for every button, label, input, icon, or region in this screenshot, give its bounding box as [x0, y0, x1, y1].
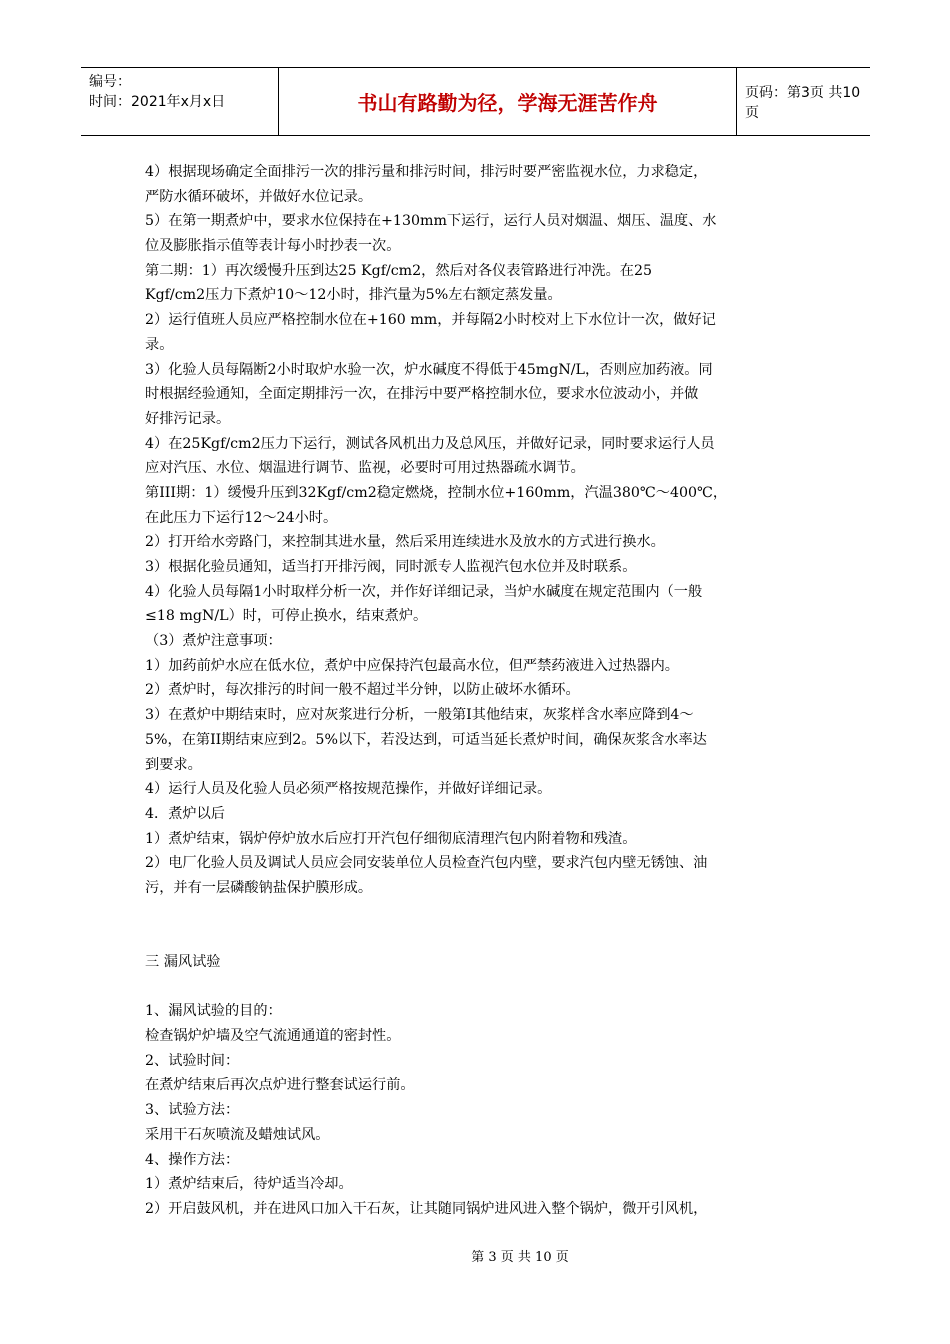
text-line: 时根据经验通知，全面定期排污一次，在排污中要严格控制水位，要求水位波动小，并做	[145, 386, 699, 403]
header-meta	[81, 68, 279, 135]
text-line: 2）开启鼓风机，并在进风口加入干石灰，让其随同锅炉进风进入整个锅炉，微开引风机，	[145, 1200, 708, 1217]
text-line: 2）煮炉时，每次排污的时间一般不超过半分钟，以防止破坏水循环。	[145, 682, 580, 699]
text-line: 1）煮炉结束，锅炉停炉放水后应打开汽包仔细彻底清理汽包内附着物和残渣。	[145, 830, 637, 847]
text-line: 严防水循环破坏，并做好水位记录。	[145, 188, 373, 205]
text-line: 2）电厂化验人员及调试人员应会同安装单位人员检查汽包内壁，要求汽包内壁无锈蚀、油	[145, 855, 708, 872]
text-line: 检查锅炉炉墙及空气流通通道的密封性。	[145, 1028, 401, 1045]
text-line: 第III期：1）缓慢升压到32Kgf/cm2稳定燃烧，控制水位+160mm，汽温380℃～400℃，	[145, 484, 728, 501]
text-line: 第二期：1）再次缓慢升压到达25 Kgf/cm2，然后对各仪表管路进行冲洗。在25	[145, 262, 653, 279]
blank-line	[145, 901, 810, 926]
text-line: 应对汽压、水位、烟温进行调节、监视，必要时可用过热器疏水调节。	[145, 460, 585, 477]
text-line: 4）运行人员及化验人员必须严格按规范操作，并做好详细记录。	[145, 781, 552, 798]
blank-line	[145, 975, 810, 1000]
text-line: 位及膨胀指示值等表计每小时抄表一次。	[145, 238, 401, 255]
text-line: 4、操作方法：	[145, 1151, 240, 1168]
text-line: 5%，在第II期结束应到2。5%以下，若没达到，可适当延长煮炉时间，确保灰浆含水率达	[145, 731, 707, 748]
motto-text: 书山有路勤为径，学海无涯苦作舟	[357, 91, 658, 115]
text-line: 4）根据现场确定全面排污一次的排污量和排污时间，排污时要严密监视水位，力求稳定，	[145, 164, 708, 180]
serial-label: 编号：	[89, 74, 131, 90]
text-line: 录。	[145, 336, 174, 353]
text-line: （3）煮炉注意事项：	[145, 633, 282, 650]
text-line: 3）在煮炉中期结束时，应对灰浆进行分析，一般第I其他结束，灰浆样含水率应降到4～	[145, 707, 694, 724]
text-line: 污，并有一层磷酸钠盐保护膜形成。	[145, 879, 373, 896]
text-line: 3、试验方法：	[145, 1102, 240, 1119]
text-line: 好排污记录。	[145, 410, 231, 427]
text-line: 4）化验人员每隔1小时取样分析一次，并作好详细记录，当炉水碱度在规定范围内（一般	[145, 583, 703, 600]
text-line: 在此压力下运行12～24小时。	[145, 509, 338, 526]
header-motto-cell	[279, 68, 737, 135]
text-line: 4．煮炉以后	[145, 805, 225, 822]
text-line: 1）加药前炉水应在低水位，煮炉中应保持汽包最高水位，但严禁药液进入过热器内。	[145, 657, 679, 674]
page-header	[81, 67, 870, 136]
blank-line	[145, 925, 810, 950]
text-line: 到要求。	[145, 756, 202, 773]
text-line: 2）打开给水旁路门，来控制其进水量，然后采用连续进水及放水的方式进行换水。	[145, 534, 665, 551]
text-line: 在煮炉结束后再次点炉进行整套试运行前。	[145, 1077, 415, 1094]
page-footer: 第 3 页 共 10 页	[471, 1250, 569, 1265]
header-page-cell	[737, 68, 870, 135]
text-line: 3）化验人员每隔断2小时取炉水验一次，炉水碱度不得低于45mgN/L，否则应加药液。同	[145, 361, 713, 378]
text-line: 2）运行值班人员应严格控制水位在+160 mm，并每隔2小时校对上下水位计一次，做好记	[145, 312, 716, 329]
text-line: 2、试验时间：	[145, 1052, 240, 1069]
text-line: Kgf/cm2压力下煮炉10～12小时，排汽量为5%左右额定蒸发量。	[145, 287, 562, 304]
text-line: 1）煮炉结束后，待炉适当冷却。	[145, 1176, 353, 1193]
text-line: 3）根据化验员通知，适当打开排污阀，同时派专人监视汽包水位并及时联系。	[145, 559, 637, 575]
page-info: 页码：第3页 共10页	[745, 84, 861, 121]
text-line: 1、漏风试验的目的：	[145, 1003, 282, 1020]
document-body	[145, 160, 810, 1222]
text-line: 5）在第一期煮炉中，要求水位保持在+130mm下运行，运行人员对烟温、烟压、温度、水	[145, 213, 717, 230]
text-line: 采用干石灰喷流及蜡烛试风。	[145, 1126, 330, 1143]
time-label: 时间：2021年x月x日	[89, 94, 226, 110]
text-line: ≤18 mgN/L）时，可停止换水，结束煮炉。	[145, 608, 428, 625]
text-line: 4）在25Kgf/cm2压力下运行，测试各风机出力及总风压，并做好记录，同时要求运行人员	[145, 435, 715, 452]
text-line: 三 漏风试验	[145, 954, 221, 970]
